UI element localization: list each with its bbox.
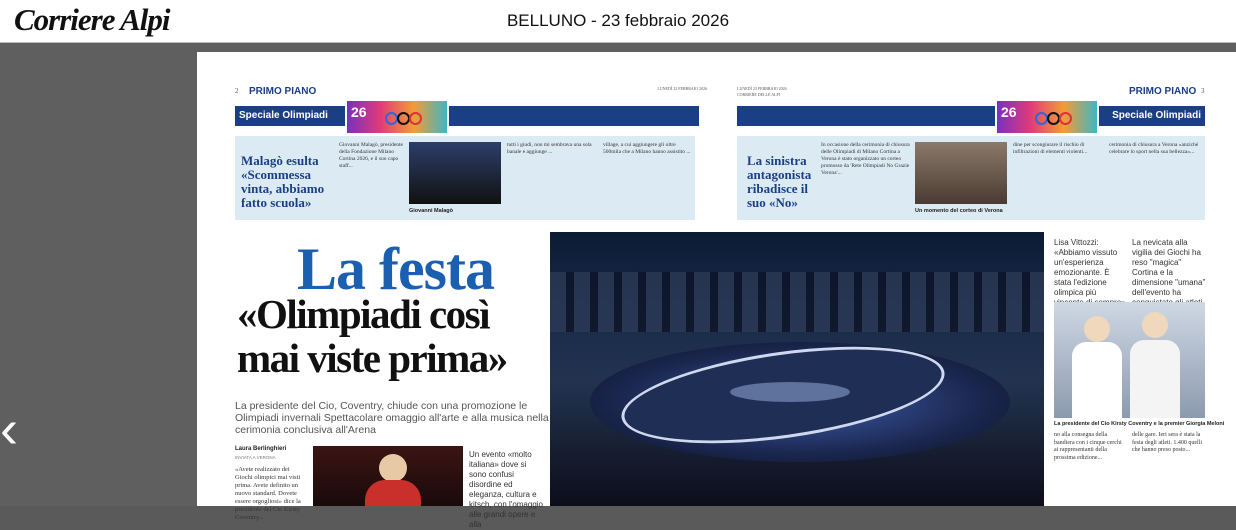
box-headline: La sinistra antagonista ribadisce il suo «No»: [747, 153, 812, 210]
box-headline: Malagò esulta «Scommessa vinta, abbiamo fatto scuola»: [241, 153, 325, 210]
speciale-band-left: Speciale Olimpiadi: [235, 106, 699, 126]
chevron-left-icon[interactable]: ‹: [0, 399, 18, 459]
main-headline: «Olimpiadi così mai viste prima»: [237, 291, 507, 381]
article-body: «Avete realizzato dei Giochi olimpici mai visti prima. Avete definito un nuovo standard. Dovete essere orgogliosi» dice la presidente del Cio Kirsty Coventry...: [235, 466, 301, 521]
olympic-logo-left: 26: [345, 99, 449, 135]
article-body-right: no alla consegna della bandiera con i cinque cerchi ai rappresentanti della prossima edizione...: [1054, 432, 1122, 461]
box-text: village, a cui aggiungere gli oltre 500mila che a Milano hanno assistito ...: [603, 142, 691, 155]
speciale-band-right: Speciale Olimpiadi: [737, 106, 1205, 126]
photo-caption: La presidente del Cio Kirsty Coventry e la premier Giorgia Meloni: [1054, 421, 1225, 427]
box-caption: Giovanni Malagò: [409, 208, 454, 214]
left-feature-box: [235, 136, 695, 220]
arena-photo: [550, 232, 1044, 506]
box-caption: Un momento del corteo di Verona: [915, 208, 1003, 214]
coventry-photo: [313, 446, 463, 506]
olympic-logo-right: 26: [995, 99, 1099, 135]
box-text: tutti i giudi, non mi sembrava una sola banale e aggiunge ...: [507, 142, 592, 155]
box-text: Giovanni Malagò, presidente della Fondazione Milano Cortina 2026, e il suo capo staff...: [339, 142, 403, 169]
subheadline: La presidente del Cio, Coventry, chiude con una promozione le Olimpiadi invernali Spettacolare omaggio all'arte e alla musica nella cerimonia conclusiva all'Arena: [235, 400, 549, 436]
vittozzi-quote: Lisa Vittozzi: «Abbiamo vissuto un'esperienza emozionante. È stata l'edizione olimpica più: [1054, 238, 1118, 297]
section-label-left: PRIMO PIANO: [249, 86, 317, 97]
newspaper-logo[interactable]: Corriere Alpi: [14, 2, 170, 37]
protest-photo: [915, 142, 1007, 204]
author-role: INVIATA A VERONA: [235, 455, 276, 460]
pull-quote: Un evento «molto italiana» dove si sono confusi disordine ed eleganza, cultura e kitsch, con l'omaggio alle grandi opere e alla: [469, 450, 544, 529]
paper-name-right: CORRIERE DELLE ALPI: [737, 92, 781, 97]
date-left: LUNEDÌ 23 FEBBRAIO 2026: [657, 86, 707, 91]
author-name: Laura Berlinghieri: [235, 446, 287, 452]
box-text: In occasione della cerimonia di chiusura delle Olimpiadi di Milano Cortina a Verona è stato organizzato un corteo promosso da 'Rete Olimpiadi No Grazie Verona'...: [821, 142, 910, 176]
date-right: LUNEDÌ 23 FEBBRAIO 2026: [737, 86, 787, 91]
page-number-left: 2: [235, 87, 239, 95]
festa-title: La festa: [297, 236, 494, 302]
box-text: cerimonia di chiusura a Verona «anziché celebrare lo sport nella sua bellezza»...: [1109, 142, 1199, 155]
page-number-right: 3: [1201, 87, 1205, 95]
box-text: dine per scongiurare il rischio di infiltrazioni di elementi violenti...: [1013, 142, 1088, 155]
edition-title: BELLUNO - 23 febbraio 2026: [506, 11, 730, 30]
snow-quote: La nevicata alla vigilia dei Giochi ha reso "magica" Cortina e la dimensione "umana" dell'evento ha: [1132, 238, 1206, 297]
right-feature-box: [737, 136, 1205, 220]
article-body-right: delle gare. Ieri sera è stata la festa degli atleti. 1.400 quelli che hanno preso posto...: [1132, 432, 1202, 453]
malago-photo: [409, 142, 501, 204]
top-bar: [0, 0, 1236, 43]
coventry-meloni-photo: [1054, 302, 1205, 418]
newspaper-spread[interactable]: [197, 52, 1236, 529]
section-label-right: PRIMO PIANO: [1129, 86, 1197, 97]
